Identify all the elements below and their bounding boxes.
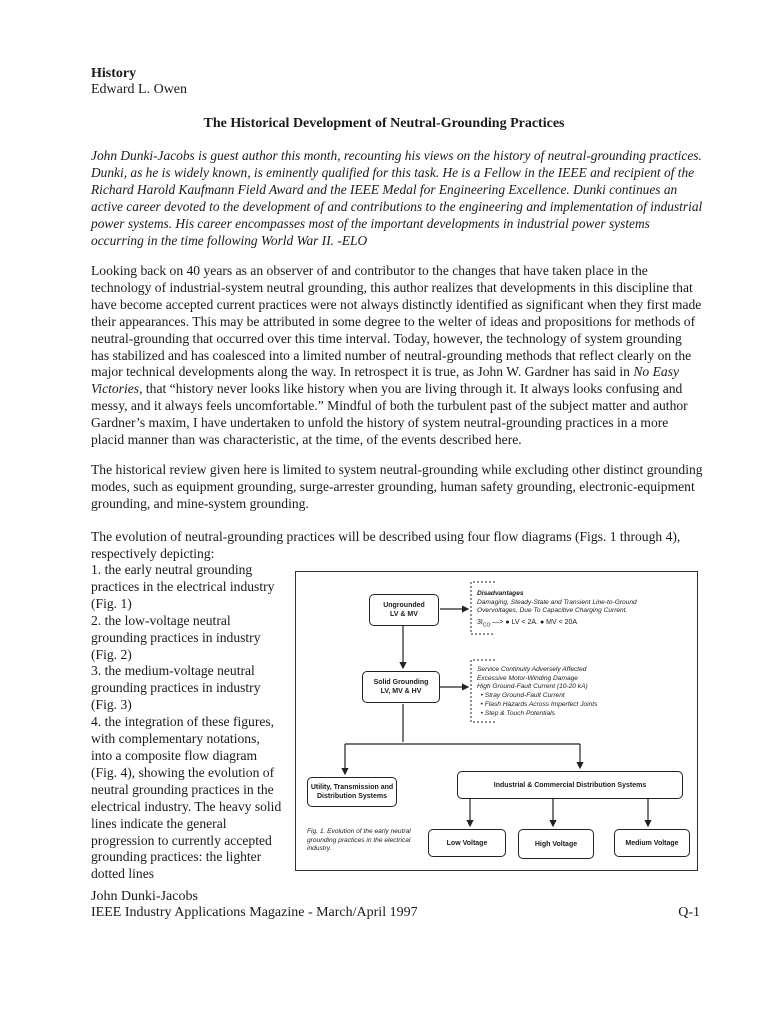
figure-list xyxy=(91,562,283,883)
list-item: 1. the early neutral grounding practices in the electrical industry (Fig. 1) xyxy=(91,562,275,611)
figure-caption: Fig. 1. Evolution of the early neutral grounding practices in the electrical industry. xyxy=(307,828,411,853)
footer-author: John Dunki-Jacobs xyxy=(91,889,198,904)
footer-magazine: IEEE Industry Applications Magazine - March/April 1997 xyxy=(91,905,418,920)
section-label: History xyxy=(91,66,137,81)
solid-grounding-box: Solid Grounding LV, MV & HV xyxy=(362,671,440,703)
medium-voltage-box: Medium Voltage xyxy=(614,829,690,857)
list-item: 2. the low-voltage neutral grounding practices in industry (Fig. 2) xyxy=(91,612,261,662)
body-paragraph-1: Looking back on 40 years as an observer of and contributor to the changes that have taken place in the technology of industrial-system neutral grounding, this author realizes that developments in this discipline that have become accepted current practices were not always distinctly identified as significant when they first made their appearances. This may be attributed in some degree to the welter of ideas and propositions for methods of neutral-grounding that occurred over this time interval. Today, however, the technology of system grounding has stabilized and has coalesced into a limited number of neutral-grounding methods that reflect clearly on the major technical developments along the way. In retrospect it is true, as John W. Gardner has said in No Easy Victories, that “history never looks like history when you are living through it. It always looks confusing and messy, and it always feels uncomfortable.” Mindful of both the turbulent past of the subject matter and author Gardner’s maxim, I have undertaken to unfold the history of system neutral-grounding practices in a more placid manner than was characteristic, at the time, of the events described here. xyxy=(91,263,702,448)
solid-grounding-notes: Service Continuity Adversely Affected Excessive Motor-Winding Damage High Ground-Fault Current (10-20 kA) • Stray Ground-Fault Current • Flash Hazards Across Imperfect Joints • Step & Touch Potentials xyxy=(477,666,598,717)
high-voltage-box: High Voltage xyxy=(518,829,594,859)
industrial-commercial-box: Industrial & Commercial Distribution Systems xyxy=(457,771,683,799)
page-number: Q-1 xyxy=(678,905,700,920)
utility-box: Utility, Transmission and Distribution Systems xyxy=(307,777,397,807)
intro-paragraph: John Dunki-Jacobs is guest author this month, recounting his views on the history of neutral-grounding practices. Dunki, as he is widely known, is eminently qualified for this task. He is a Fellow in the IEEE and recipient of the Richard Harold Kaufmann Field Award and the IEEE Medal for Engineering Excellence. Dunki continues an active career devoted to the development of and contributions to the engineering and implementation of industrial power systems. His career encompasses most of the important developments in industrial power systems occurring in the time following World War II. -ELO xyxy=(91,148,703,248)
ungrounded-box: Ungrounded LV & MV xyxy=(369,594,439,626)
book-title: No Easy Victories xyxy=(91,364,680,397)
body-paragraph-3: The evolution of neutral-grounding practices will be described using four flow diagrams (Figs. 1 through 4), respectively depicting: xyxy=(91,529,681,561)
column-author: Edward L. Owen xyxy=(91,82,188,97)
figure-1 xyxy=(295,571,698,871)
article-title: The Historical Development of Neutral-Grounding Practices xyxy=(203,116,565,131)
list-item: 4. the integration of these figures, with complementary notations, into a composite flow diagram (Fig. 4), showing the evolution of neutral grounding practices in the electrical industry. The heavy solid lines indicate the general progression to currently accepted grounding practices: the lighter dotted lines xyxy=(91,714,282,882)
body-paragraph-2: The historical review given here is limited to system neutral-grounding while excluding other distinct grounding modes, such as equipment grounding, surge-arrester grounding, human safety grounding, electronic-equipment grounding, and mine-system grounding. xyxy=(91,462,703,511)
low-voltage-box: Low Voltage xyxy=(428,829,506,857)
disadvantages-note: Disadvantages Damaging, Steady-State and Transient Line-to-Ground Overvoltages, Due To Capacitive Charging Current. $3I_{CO}$ —> ● LV < 2A. ● MV < 20A xyxy=(477,590,637,629)
list-item: 3. the medium-voltage neutral grounding practices in industry (Fig. 3) xyxy=(91,663,261,713)
